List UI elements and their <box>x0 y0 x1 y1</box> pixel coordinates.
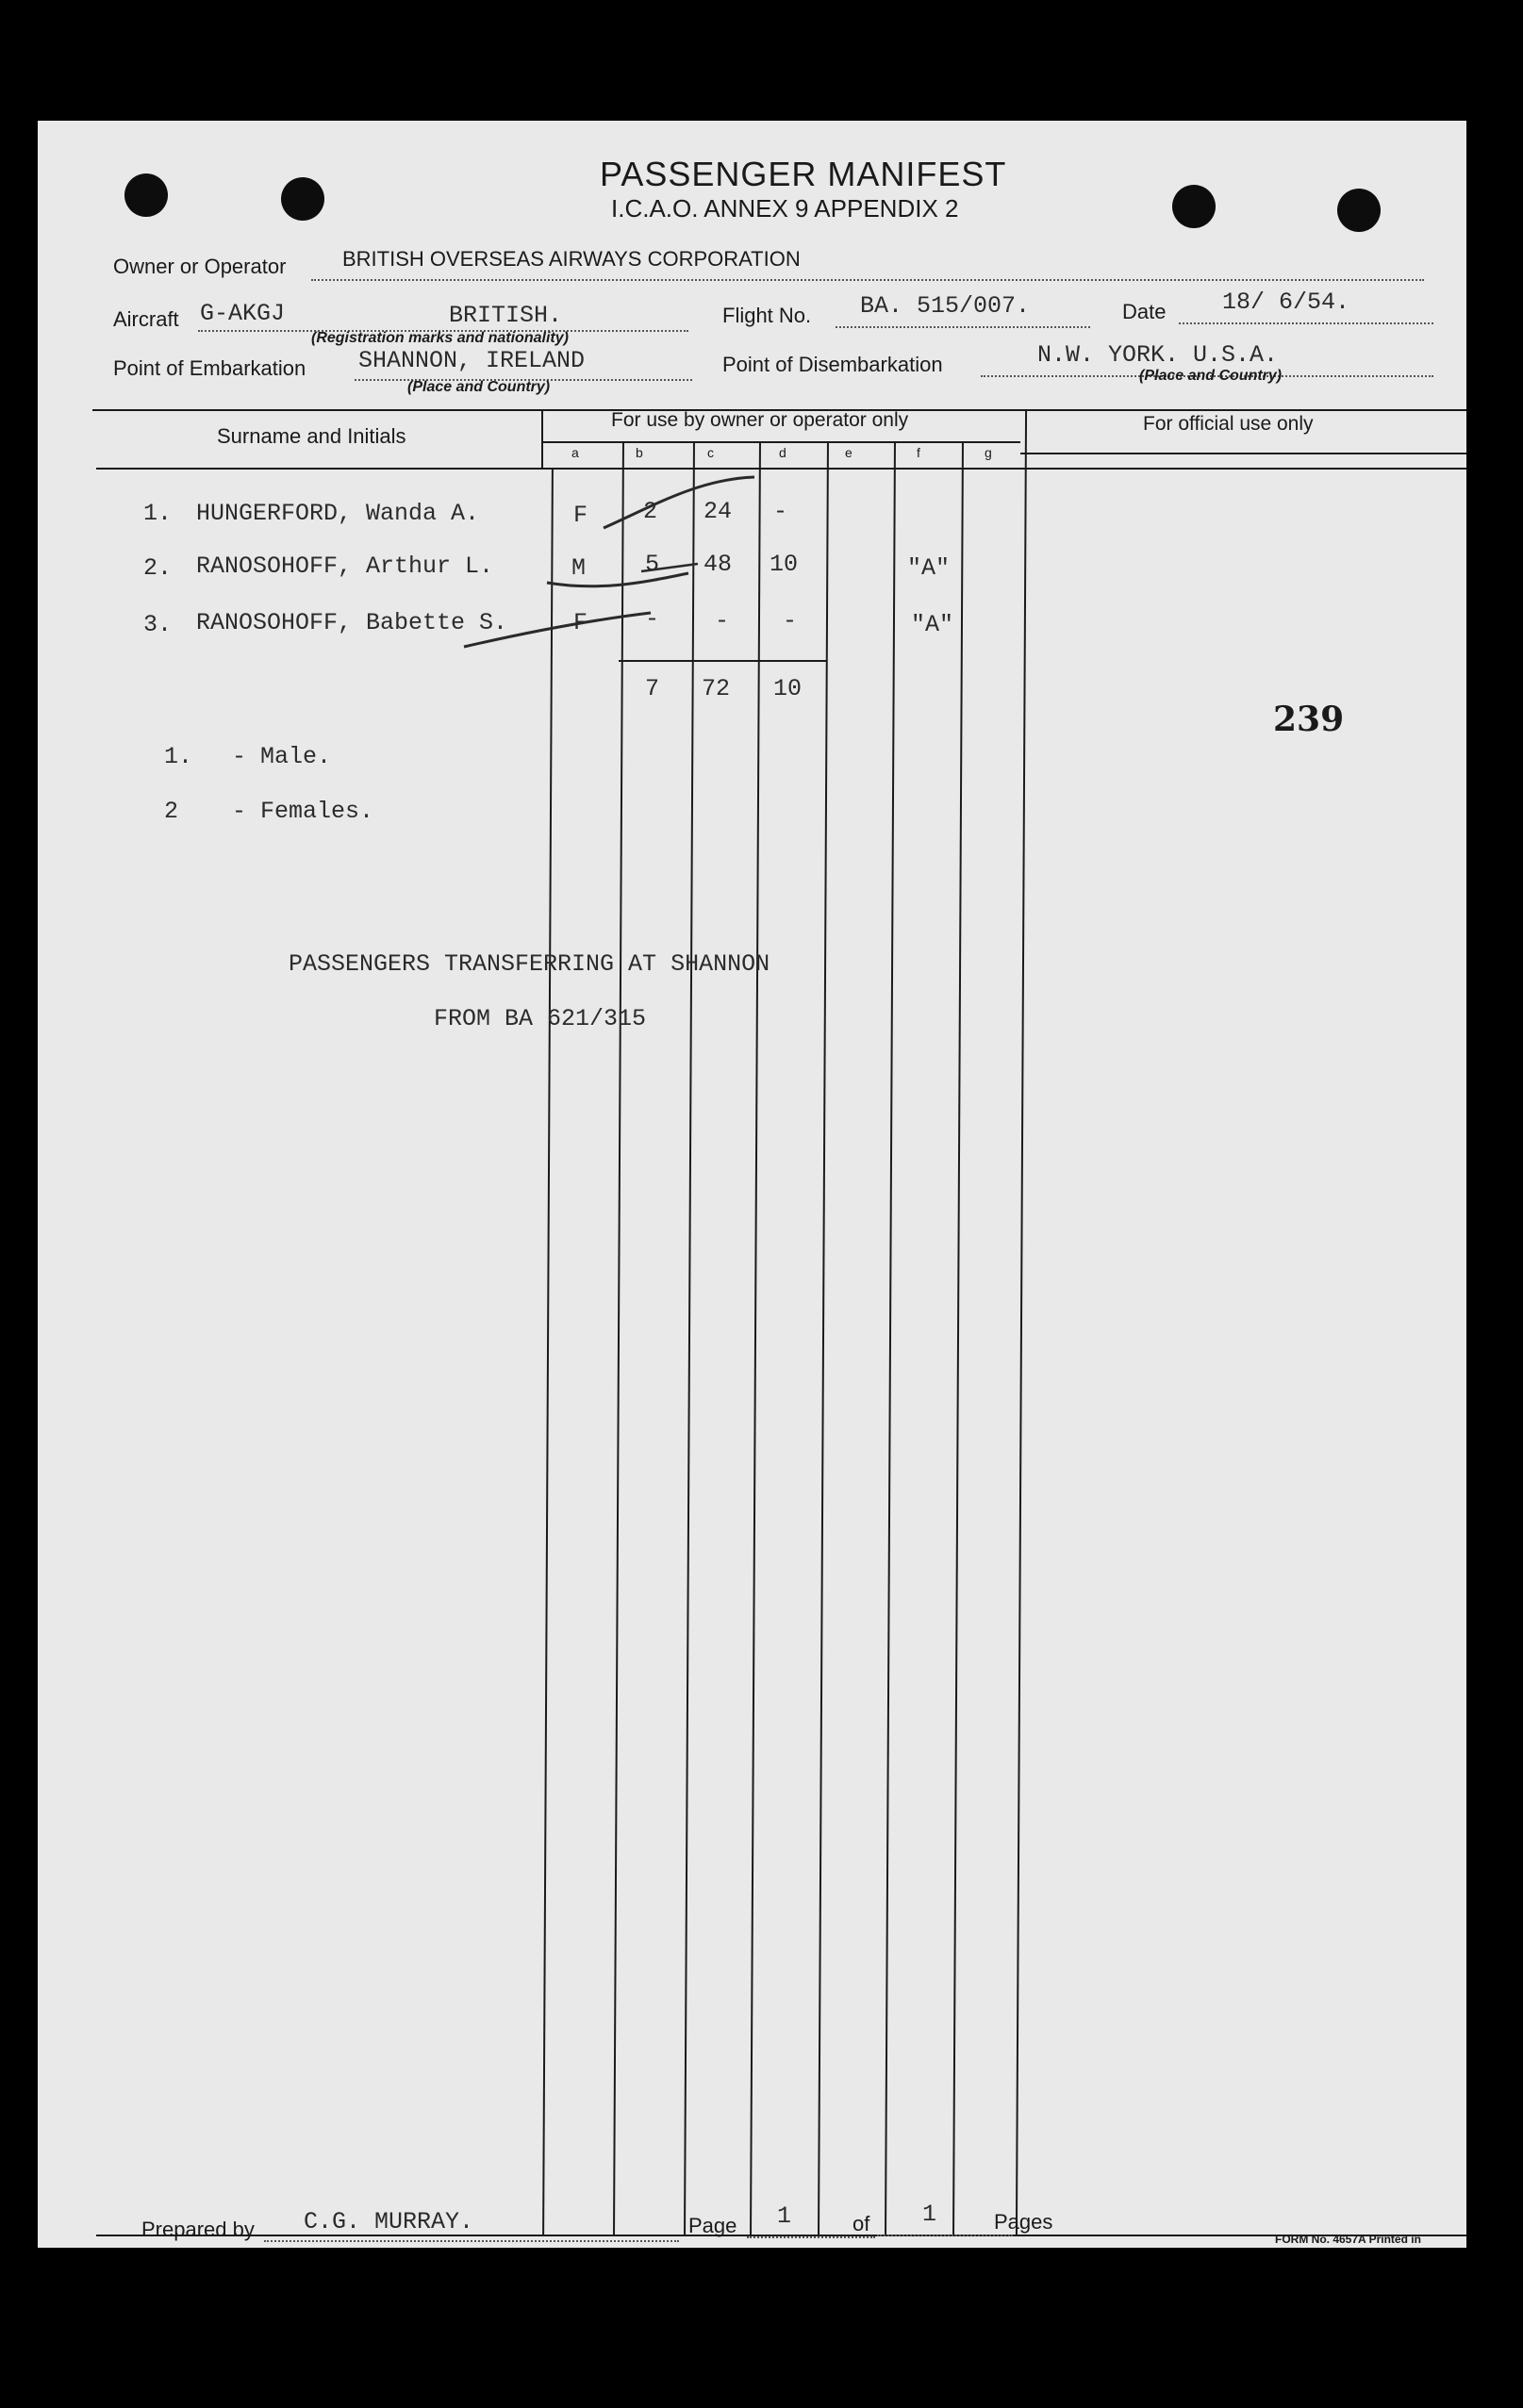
passenger-3-num: 3. <box>143 611 173 638</box>
column-header-g: g <box>985 445 992 460</box>
summary-2-text: - Females. <box>232 798 374 825</box>
column-header-b: b <box>636 445 643 460</box>
column-header-e: e <box>845 445 853 460</box>
of-line <box>877 2235 1013 2236</box>
passenger-1-col-b: 2 <box>643 498 658 525</box>
date-label: Date <box>1122 300 1167 323</box>
disembarkation-value: N.W. YORK. U.S.A. <box>1037 341 1279 369</box>
owner-value: BRITISH OVERSEAS AIRWAYS CORPORATION <box>342 247 801 271</box>
passenger-1-col-c: 24 <box>704 498 733 525</box>
flight-value: BA. 515/007. <box>860 292 1031 320</box>
of-value: 1 <box>922 2201 937 2228</box>
passenger-2-col-f: "A" <box>907 554 951 582</box>
passenger-1-name: HUNGERFORD, Wanda A. <box>196 500 480 527</box>
page-title: PASSENGER MANIFEST <box>600 155 1007 193</box>
official-use-header: For official use only <box>1143 413 1314 435</box>
prepared-value: C.G. MURRAY. <box>304 2208 474 2235</box>
transfer-note-line-1: PASSENGERS TRANSFERRING AT SHANNON <box>289 950 770 978</box>
passenger-3-col-c: - <box>715 607 730 635</box>
passenger-3-col-f: "A" <box>911 611 954 638</box>
owner-use-header: For use by owner or operator only <box>611 409 909 431</box>
summary-1-text: - Male. <box>232 743 332 770</box>
official-stamp-number: 239 <box>1273 700 1345 739</box>
page-line <box>747 2236 875 2238</box>
of-label: of <box>853 2212 870 2235</box>
page-label: Page <box>688 2214 737 2237</box>
disembarkation-label: Point of Disembarkation <box>722 353 943 376</box>
passenger-3-col-d: - <box>783 607 798 635</box>
flight-label: Flight No. <box>722 304 812 327</box>
pages-label: Pages <box>994 2210 1053 2234</box>
aircraft-label: Aircraft <box>113 307 179 331</box>
summary-2-num: 2 <box>164 798 179 825</box>
prepared-label: Prepared by <box>141 2218 255 2241</box>
column-header-d: d <box>779 445 786 460</box>
column-header-a: a <box>571 445 579 460</box>
summary-1-num: 1. <box>164 743 193 770</box>
passenger-1-col-a: F <box>573 502 588 529</box>
passenger-2-col-d: 10 <box>770 551 799 578</box>
total-col-c: 72 <box>702 675 731 702</box>
page-subtitle: I.C.A.O. ANNEX 9 APPENDIX 2 <box>611 194 959 223</box>
passenger-2-num: 2. <box>143 554 173 582</box>
passenger-1-num: 1. <box>143 500 173 527</box>
owner-label: Owner or Operator <box>113 255 287 278</box>
column-header-f: f <box>917 445 920 460</box>
column-header-c: c <box>707 445 714 460</box>
passenger-3-name: RANOSOHOFF, Babette S. <box>196 609 508 636</box>
aircraft-caption: (Registration marks and nationality) <box>311 330 569 346</box>
passenger-3-col-a: F <box>573 609 588 636</box>
embarkation-label: Point of Embarkation <box>113 356 306 380</box>
total-col-d: 10 <box>773 675 803 702</box>
aircraft-registration: G-AKGJ <box>200 300 286 327</box>
totals-rule <box>619 660 826 662</box>
passenger-2-name: RANOSOHOFF, Arthur L. <box>196 553 494 580</box>
page-value: 1 <box>777 2202 792 2230</box>
total-col-b: 7 <box>645 675 660 702</box>
passenger-2-col-a: M <box>571 554 587 582</box>
passenger-3-col-b: - <box>645 605 660 633</box>
manifest-sheet <box>38 121 1466 2248</box>
prepared-line <box>264 2240 679 2242</box>
pen-strike-marks <box>38 121 1466 781</box>
aircraft-nationality: BRITISH. <box>449 302 563 329</box>
passenger-1-col-d: - <box>773 498 788 525</box>
disembarkation-caption: (Place and Country) <box>1139 368 1283 384</box>
embarkation-caption: (Place and Country) <box>407 379 551 395</box>
surname-header: Surname and Initials <box>217 424 406 448</box>
transfer-note-line-2: FROM BA 621/315 <box>434 1005 647 1032</box>
passenger-2-col-c: 48 <box>704 551 733 578</box>
form-number: FORM No. 4657A Printed in <box>1275 2233 1421 2246</box>
date-value: 18/ 6/54. <box>1222 289 1350 316</box>
embarkation-value: SHANNON, IRELAND <box>358 347 586 374</box>
passenger-2-col-b: 5 <box>645 551 660 578</box>
